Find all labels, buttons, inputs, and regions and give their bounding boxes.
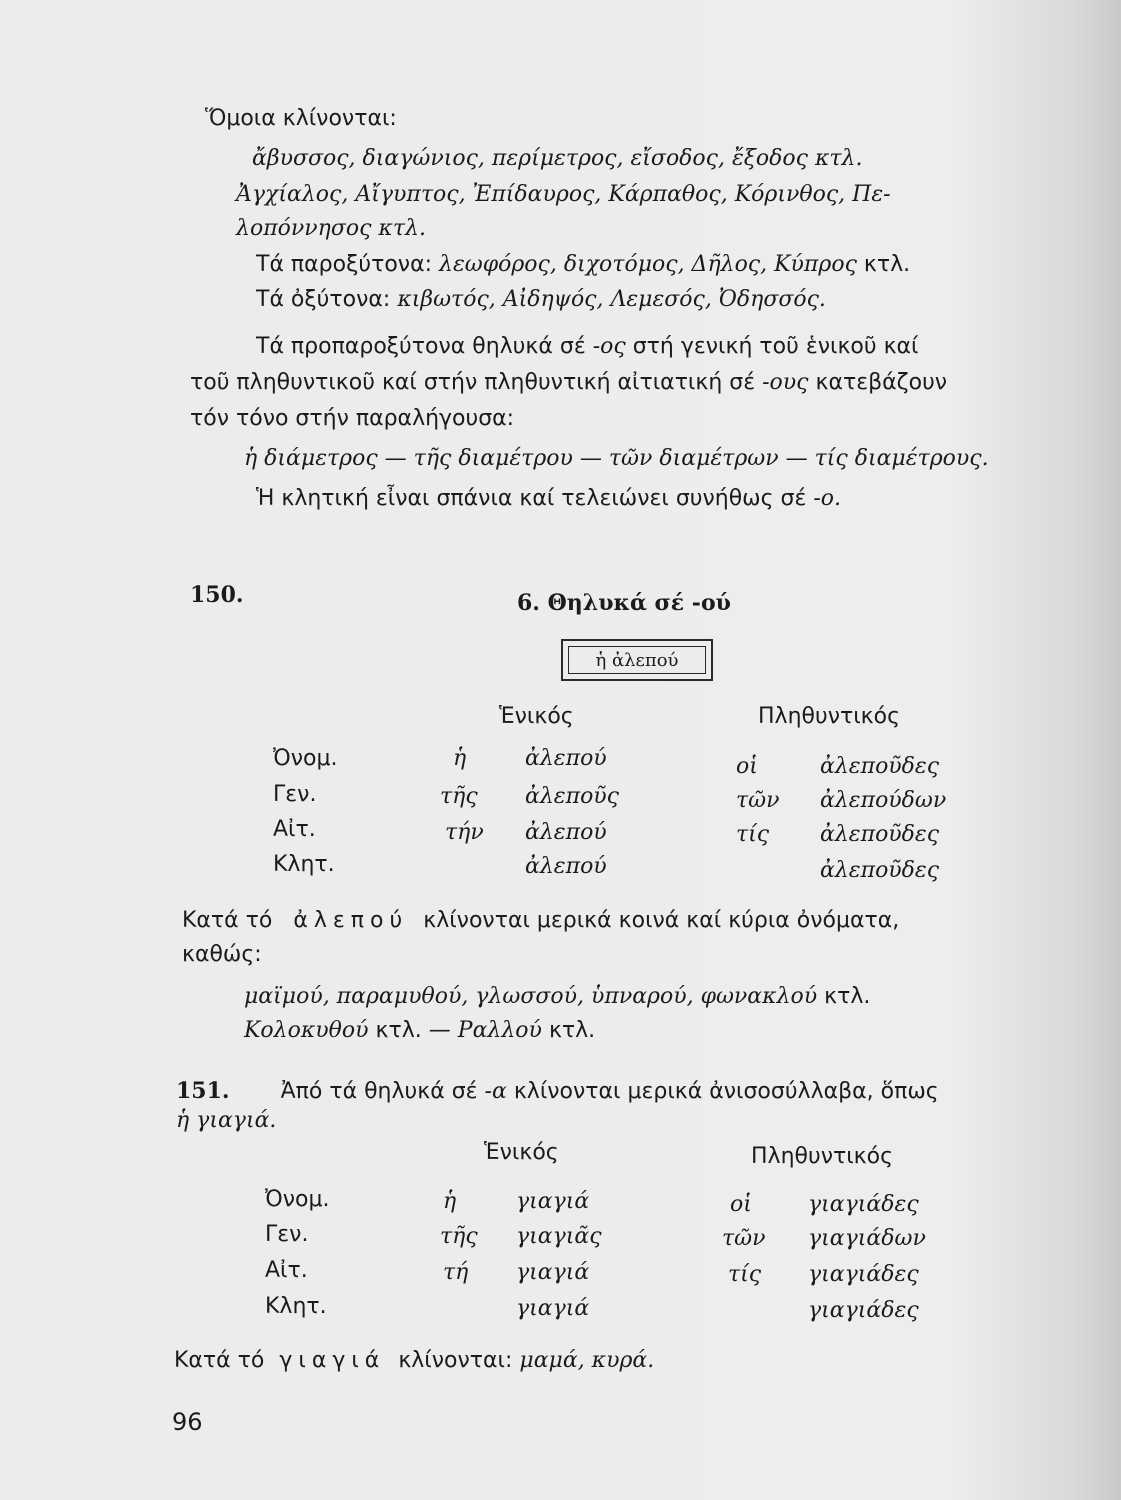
rule-text-1: Τά προπαροξύτονα θηλυκά σέ	[256, 334, 586, 359]
vocative-suffix: -ο.	[813, 486, 842, 511]
rule-paragraph-line-3: τόν τόνο στήν παραλήγουσα:	[190, 406, 515, 431]
headword-box	[561, 639, 713, 681]
rule-text-2b: κατεβάζουν	[815, 370, 948, 395]
plural-article: οἱ	[736, 754, 758, 779]
case-label: Αἰτ.	[265, 1258, 308, 1283]
paroxytone-tail: κτλ.	[863, 252, 911, 277]
plural-header-151: Πληθυντικός	[751, 1144, 894, 1169]
plural-form: ἀλεποῦδες	[820, 754, 940, 779]
singular-header-150: Ἑνικός	[499, 704, 574, 729]
section-number-150: 150.	[190, 582, 244, 608]
rule-pre: Κατά τό	[182, 908, 273, 933]
similar-declension-heading: Ὅμοια κλίνονται:	[205, 106, 397, 131]
plural-form: ἀλεπούδων	[820, 788, 947, 813]
page-number: 96	[172, 1408, 203, 1436]
rule-text-1b: στή γενική τοῦ ἑνικοῦ καί	[632, 334, 919, 359]
final-pre: Κατά τό	[174, 1348, 265, 1373]
section-151-line-1	[176, 1076, 939, 1107]
case-label: Ὀνομ.	[273, 746, 338, 771]
plural-form: γιαγιάδες	[808, 1298, 919, 1323]
rule-paragraph-line-1	[256, 332, 919, 362]
paroxytone-words: λεωφόρος, διχοτόμος, Δῆλος, Κύπρος	[439, 252, 857, 277]
giagia-example: ἡ γιαγιά.	[176, 1108, 277, 1133]
section-number-151: 151.	[176, 1078, 230, 1104]
plural-header-150: Πληθυντικός	[758, 704, 901, 729]
vocative-text: Ἡ κλητική εἶναι σπάνια καί τελειώνει συνήθως σέ	[256, 486, 807, 511]
alepou-rule-line	[182, 906, 899, 936]
examples-line-1: ἄβυσσος, διαγώνιος, περίμετρος, εἴσοδος, ἔξοδος κτλ.	[252, 146, 863, 171]
rule-suffix-1: -ος	[592, 334, 626, 359]
case-label: Ὀνομ.	[265, 1187, 330, 1212]
case-label: Αἰτ.	[273, 817, 316, 842]
oxytone-line	[256, 285, 826, 315]
section-151-text: Ἀπό τά θηλυκά σέ	[280, 1079, 478, 1104]
proper-name-tail: κτλ.	[548, 1018, 596, 1043]
singular-article: τήν	[445, 820, 484, 845]
vocative-note	[256, 484, 841, 514]
plural-article: τίς	[728, 1262, 762, 1287]
plural-form: ἀλεποῦδες	[820, 822, 940, 847]
oxytone-label: Τά ὀξύτονα:	[256, 287, 391, 312]
case-label: Γεν.	[273, 782, 317, 807]
alepou-examples: μαϊμού, παραμυθού, γλωσσού, ὑπναρού, φωνακλού	[244, 984, 818, 1009]
singular-article: τῆς	[440, 784, 478, 809]
case-label: Κλητ.	[273, 852, 335, 877]
plural-form: γιαγιάδων	[808, 1226, 926, 1251]
singular-form: ἀλεπού	[525, 854, 607, 879]
spaced-word-giagia: γιαγιά	[279, 1348, 386, 1373]
case-label: Κλητ.	[265, 1294, 327, 1319]
singular-form: γιαγιά	[516, 1260, 590, 1285]
rule-suffix-2: -ους	[762, 370, 809, 395]
kathos-line: καθώς:	[182, 942, 262, 967]
proper-name-1: Κολοκυθού	[244, 1018, 369, 1043]
final-examples: μαμά, κυρά.	[519, 1348, 655, 1373]
plural-article: οἱ	[730, 1192, 752, 1217]
singular-form: ἀλεπού	[525, 746, 607, 771]
plural-article: τίς	[736, 822, 770, 847]
alepou-examples-tail: κτλ.	[824, 984, 871, 1009]
examples-line-2: Ἀγχίαλος, Αἴγυπτος, Ἐπίδαυρος, Κάρπαθος, Κόρινθος, Πε-	[236, 182, 891, 207]
paroxytone-label: Τά παροξύτονα:	[256, 252, 433, 277]
final-post: κλίνονται:	[398, 1348, 513, 1373]
plural-form: γιαγιάδες	[808, 1262, 919, 1287]
section-150-title: 6. Θηλυκά σέ -ού	[517, 590, 731, 616]
singular-form: γιαγιᾶς	[516, 1224, 602, 1249]
alepou-examples-line	[244, 982, 870, 1012]
singular-article: ἡ	[443, 1189, 457, 1214]
proper-name-sep: κτλ. —	[375, 1018, 451, 1043]
singular-form: γιαγιά	[516, 1189, 590, 1214]
rule-text-2: τοῦ πληθυντικοῦ καί στήν πληθυντική αἰτιατική σέ	[190, 370, 756, 395]
singular-form: γιαγιά	[516, 1296, 590, 1321]
oxytone-words: κιβωτός, Αἰδηψός, Λεμεσός, Ὀδησσός.	[397, 287, 826, 312]
diametros-example: ἡ διάμετρος — τῆς διαμέτρου — τῶν διαμέτρων — τίς διαμέτρους.	[244, 446, 989, 471]
paroxytone-line	[256, 250, 910, 280]
section-151-text-rest: κλίνονται μερικά ἀνισοσύλλαβα, ὅπως	[513, 1079, 939, 1104]
singular-header-151: Ἑνικός	[484, 1140, 559, 1165]
singular-form: ἀλεποῦς	[525, 784, 620, 809]
examples-line-3: λοπόννησος κτλ.	[236, 216, 426, 241]
proper-names-line	[244, 1016, 595, 1046]
plural-form: ἀλεποῦδες	[820, 858, 940, 883]
proper-name-2: Ραλλού	[457, 1018, 542, 1043]
plural-form: γιαγιάδες	[808, 1192, 919, 1217]
headword-alepou: ἡ ἀλεπού	[568, 646, 706, 674]
plural-article: τῶν	[736, 788, 780, 813]
plural-article: τῶν	[722, 1226, 766, 1251]
singular-article: ἡ	[453, 746, 467, 771]
singular-article: τῆς	[440, 1224, 478, 1249]
case-label: Γεν.	[265, 1222, 309, 1247]
singular-form: ἀλεπού	[525, 820, 607, 845]
singular-article: τή	[443, 1260, 469, 1285]
section-151-suffix: -α	[484, 1079, 507, 1104]
rule-post: κλίνονται μερικά κοινά καί κύρια ὀνόματα,	[423, 908, 900, 933]
spaced-word-alepou: ἀλεπού	[293, 908, 409, 933]
rule-paragraph-line-2	[190, 368, 947, 398]
giagia-rule-line	[174, 1346, 654, 1376]
